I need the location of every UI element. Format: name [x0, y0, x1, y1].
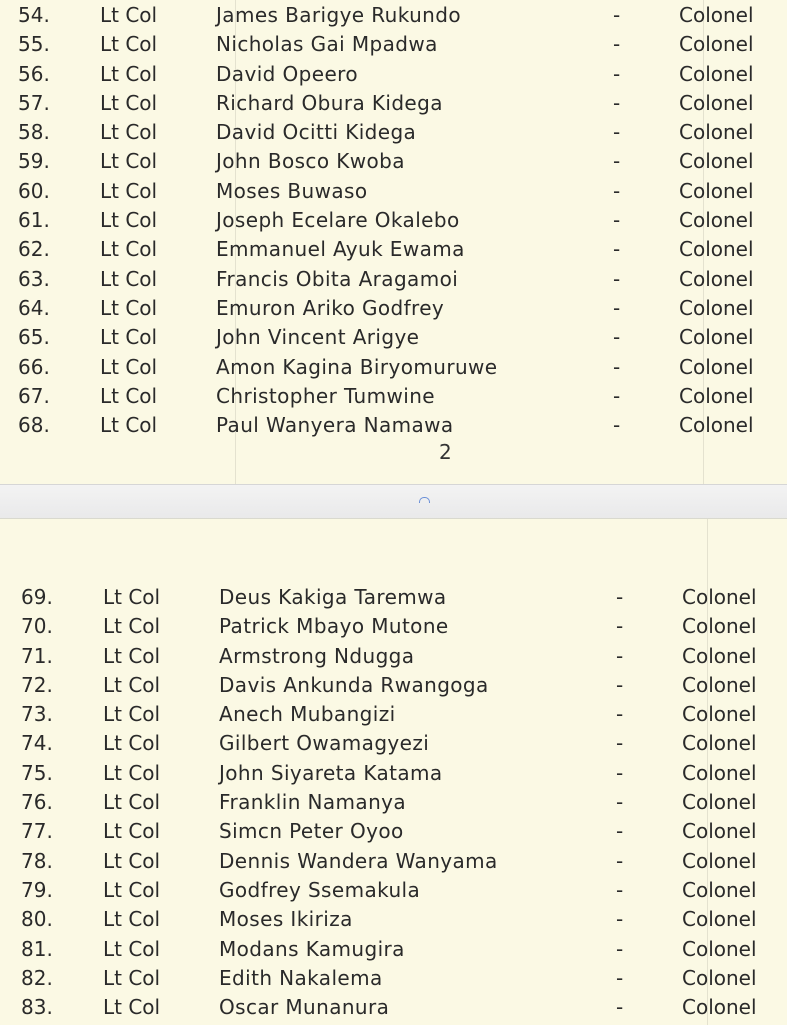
list-row — [0, 759, 787, 788]
row-number: 67. — [18, 383, 50, 408]
current-rank: Lt Col — [100, 413, 158, 438]
row-number: 75. — [21, 760, 53, 785]
list-row — [0, 177, 787, 206]
row-number: 68. — [18, 413, 50, 438]
row-number: 76. — [21, 790, 53, 815]
page-break-marker-icon — [419, 497, 430, 503]
current-rank: Lt Col — [100, 61, 158, 86]
current-rank: Lt Col — [100, 208, 158, 233]
officer-name: Anech Mubangizi — [219, 702, 396, 727]
separator-dash: - — [613, 295, 621, 320]
officer-name: Moses Buwaso — [216, 178, 368, 203]
page-break — [0, 484, 787, 519]
current-rank: Lt Col — [103, 585, 161, 609]
promoted-rank: Colonel — [679, 383, 754, 408]
separator-dash: - — [616, 877, 624, 902]
promoted-rank: Colonel — [682, 731, 757, 756]
separator-dash: - — [613, 61, 621, 86]
list-row — [0, 671, 787, 700]
row-number: 78. — [21, 848, 53, 873]
promoted-rank: Colonel — [682, 672, 757, 697]
separator-dash: - — [613, 325, 621, 350]
separator-dash: - — [613, 383, 621, 408]
list-row — [0, 905, 787, 934]
current-rank: Lt Col — [100, 32, 158, 57]
current-rank: Lt Col — [100, 266, 158, 291]
separator-dash: - — [613, 413, 621, 438]
promotion-list-bottom — [0, 583, 787, 1022]
officer-name: Armstrong Ndugga — [219, 643, 415, 668]
current-rank: Lt Col — [103, 877, 161, 902]
row-number: 74. — [21, 731, 53, 756]
separator-dash: - — [616, 965, 624, 990]
list-row — [0, 206, 787, 235]
list-row — [0, 382, 787, 411]
document-page-top — [0, 0, 787, 484]
separator-dash: - — [616, 995, 624, 1020]
current-rank: Lt Col — [100, 120, 158, 145]
current-rank: Lt Col — [103, 731, 161, 756]
separator-dash: - — [613, 32, 621, 57]
current-rank: Lt Col — [103, 819, 161, 844]
separator-dash: - — [616, 702, 624, 727]
current-rank: Lt Col — [103, 614, 161, 639]
current-rank: Lt Col — [103, 760, 161, 785]
officer-name: Oscar Munanura — [219, 995, 390, 1020]
promoted-rank: Colonel — [679, 325, 754, 350]
officer-name: Christopher Tumwine — [216, 383, 436, 408]
row-number: 71. — [21, 643, 53, 668]
list-row — [0, 60, 787, 89]
document-page-bottom — [0, 518, 787, 1025]
promoted-rank: Colonel — [682, 702, 757, 727]
promoted-rank: Colonel — [682, 965, 757, 990]
separator-dash: - — [613, 208, 621, 233]
list-row — [0, 118, 787, 147]
list-row — [0, 353, 787, 382]
list-row — [0, 964, 787, 993]
list-row — [0, 265, 787, 294]
separator-dash: - — [616, 672, 624, 697]
promoted-rank: Colonel — [679, 90, 754, 115]
list-row — [0, 30, 787, 59]
promoted-rank: Colonel — [679, 3, 754, 27]
row-number: 73. — [21, 702, 53, 727]
separator-dash: - — [613, 266, 621, 291]
separator-dash: - — [616, 731, 624, 756]
row-number: 81. — [21, 936, 53, 961]
row-number: 63. — [18, 266, 50, 291]
promoted-rank: Colonel — [679, 149, 754, 174]
promoted-rank: Colonel — [679, 413, 754, 438]
promoted-rank: Colonel — [679, 120, 754, 145]
officer-name: Richard Obura Kidega — [216, 90, 443, 115]
row-number: 55. — [18, 32, 50, 57]
row-number: 57. — [18, 90, 50, 115]
officer-name: Davis Ankunda Rwangoga — [219, 672, 489, 697]
separator-dash: - — [613, 237, 621, 262]
row-number: 59. — [18, 149, 50, 174]
separator-dash: - — [616, 790, 624, 815]
promoted-rank: Colonel — [682, 848, 757, 873]
list-row — [0, 583, 787, 612]
officer-name: Paul Wanyera Namawa — [216, 413, 454, 438]
promoted-rank: Colonel — [679, 178, 754, 203]
row-number: 64. — [18, 295, 50, 320]
list-row — [0, 788, 787, 817]
row-number: 66. — [18, 354, 50, 379]
row-number: 83. — [21, 995, 53, 1020]
separator-dash: - — [613, 178, 621, 203]
officer-name: Edith Nakalema — [219, 965, 383, 990]
officer-name: Simcn Peter Oyoo — [219, 819, 404, 844]
separator-dash: - — [616, 936, 624, 961]
officer-name: John Siyareta Katama — [219, 760, 443, 785]
current-rank: Lt Col — [100, 3, 158, 27]
list-row — [0, 935, 787, 964]
current-rank: Lt Col — [103, 702, 161, 727]
row-number: 62. — [18, 237, 50, 262]
list-row — [0, 294, 787, 323]
current-rank: Lt Col — [103, 790, 161, 815]
separator-dash: - — [616, 614, 624, 639]
officer-name: Francis Obita Aragamoi — [216, 266, 459, 291]
officer-name: Dennis Wandera Wanyama — [219, 848, 498, 873]
current-rank: Lt Col — [103, 936, 161, 961]
officer-name: Nicholas Gai Mpadwa — [216, 32, 438, 57]
promoted-rank: Colonel — [682, 790, 757, 815]
list-row — [0, 993, 787, 1022]
officer-name: John Bosco Kwoba — [216, 149, 405, 174]
separator-dash: - — [613, 149, 621, 174]
promoted-rank: Colonel — [682, 907, 757, 932]
list-row — [0, 612, 787, 641]
separator-dash: - — [616, 907, 624, 932]
officer-name: Modans Kamugira — [219, 936, 405, 961]
promoted-rank: Colonel — [679, 61, 754, 86]
row-number: 82. — [21, 965, 53, 990]
promoted-rank: Colonel — [679, 354, 754, 379]
list-row — [0, 642, 787, 671]
officer-name: Joseph Ecelare Okalebo — [216, 208, 460, 233]
current-rank: Lt Col — [100, 149, 158, 174]
current-rank: Lt Col — [100, 178, 158, 203]
separator-dash: - — [613, 354, 621, 379]
officer-name: Emuron Ariko Godfrey — [216, 295, 445, 320]
separator-dash: - — [613, 120, 621, 145]
officer-name: Gilbert Owamagyezi — [219, 731, 430, 756]
list-row — [0, 817, 787, 846]
list-row — [0, 323, 787, 352]
officer-name: Godfrey Ssemakula — [219, 877, 421, 902]
row-number: 60. — [18, 178, 50, 203]
officer-name: John Vincent Arigye — [216, 325, 420, 350]
promoted-rank: Colonel — [682, 643, 757, 668]
list-row — [0, 89, 787, 118]
promoted-rank: Colonel — [682, 995, 757, 1020]
promoted-rank: Colonel — [682, 614, 757, 639]
separator-dash: - — [616, 585, 624, 609]
officer-name: Deus Kakiga Taremwa — [219, 585, 447, 609]
current-rank: Lt Col — [103, 672, 161, 697]
promoted-rank: Colonel — [679, 295, 754, 320]
row-number: 72. — [21, 672, 53, 697]
list-row — [0, 411, 787, 440]
current-rank: Lt Col — [100, 325, 158, 350]
list-row — [0, 235, 787, 264]
promoted-rank: Colonel — [682, 819, 757, 844]
promoted-rank: Colonel — [682, 936, 757, 961]
list-row — [0, 1, 787, 30]
current-rank: Lt Col — [100, 90, 158, 115]
list-row — [0, 700, 787, 729]
list-row — [0, 147, 787, 176]
officer-name: Emmanuel Ayuk Ewama — [216, 237, 465, 262]
current-rank: Lt Col — [103, 643, 161, 668]
separator-dash: - — [616, 819, 624, 844]
separator-dash: - — [616, 643, 624, 668]
current-rank: Lt Col — [103, 907, 161, 932]
officer-name: Amon Kagina Biryomuruwe — [216, 354, 498, 379]
separator-dash: - — [616, 760, 624, 785]
promotion-list-top — [0, 1, 787, 440]
current-rank: Lt Col — [100, 354, 158, 379]
list-row — [0, 847, 787, 876]
promoted-rank: Colonel — [682, 760, 757, 785]
officer-name: David Ocitti Kidega — [216, 120, 417, 145]
current-rank: Lt Col — [103, 965, 161, 990]
current-rank: Lt Col — [100, 237, 158, 262]
promoted-rank: Colonel — [679, 32, 754, 57]
separator-dash: - — [616, 848, 624, 873]
officer-name: Moses Ikiriza — [219, 907, 353, 932]
list-row — [0, 876, 787, 905]
row-number: 65. — [18, 325, 50, 350]
promoted-rank: Colonel — [679, 237, 754, 262]
promoted-rank: Colonel — [682, 877, 757, 902]
row-number: 56. — [18, 61, 50, 86]
row-number: 61. — [18, 208, 50, 233]
current-rank: Lt Col — [103, 848, 161, 873]
promoted-rank: Colonel — [682, 585, 757, 609]
promoted-rank: Colonel — [679, 208, 754, 233]
row-number: 69. — [21, 585, 53, 609]
separator-dash: - — [613, 90, 621, 115]
officer-name: Patrick Mbayo Mutone — [219, 614, 449, 639]
row-number: 58. — [18, 120, 50, 145]
row-number: 79. — [21, 877, 53, 902]
row-number: 80. — [21, 907, 53, 932]
current-rank: Lt Col — [100, 383, 158, 408]
officer-name: James Barigye Rukundo — [216, 3, 461, 27]
separator-dash: - — [613, 3, 621, 27]
current-rank: Lt Col — [100, 295, 158, 320]
row-number: 77. — [21, 819, 53, 844]
row-number: 54. — [18, 3, 50, 27]
promoted-rank: Colonel — [679, 266, 754, 291]
current-rank: Lt Col — [103, 995, 161, 1020]
row-number: 70. — [21, 614, 53, 639]
officer-name: Franklin Namanya — [219, 790, 407, 815]
list-row — [0, 729, 787, 758]
officer-name: David Opeero — [216, 61, 358, 86]
page-number: 2 — [439, 440, 452, 464]
